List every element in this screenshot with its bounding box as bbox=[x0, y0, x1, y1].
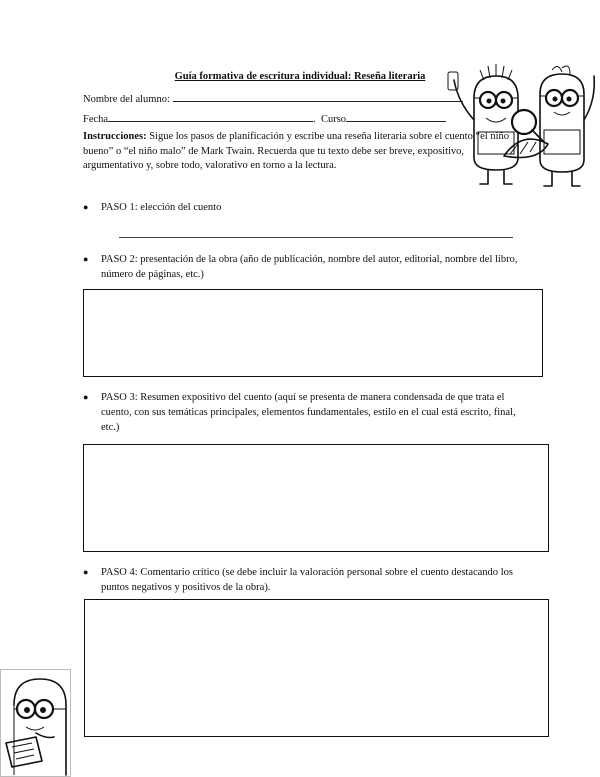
step-4 bbox=[83, 565, 513, 595]
minions-illustration-icon bbox=[436, 60, 600, 192]
step-2-bullet: ● bbox=[83, 254, 89, 264]
step-1-bullet: ● bbox=[83, 202, 89, 212]
step-4-bullet: ● bbox=[83, 567, 89, 577]
step-4-text: PASO 4: Comentario crítico (se debe incluir la valoración personal sobre el cuento destacando los puntos negativos y positivos de la obra). bbox=[101, 567, 513, 593]
step-2-answer-box[interactable] bbox=[83, 289, 543, 377]
step-3-bullet: ● bbox=[83, 392, 89, 402]
step-3-text: PASO 3: Resumen expositivo del cuento (aquí se presenta de manera condensada de que trata el cuento, con sus temáticas principales, elementos fundamentales, estilo en el cual está escrito, final, etc.) bbox=[101, 392, 516, 433]
date-field[interactable] bbox=[108, 112, 313, 122]
step-2-text: PASO 2: presentación de la obra (año de publicación, nombre del autor, editorial, nombre del libro, número de páginas, etc.) bbox=[101, 254, 518, 280]
instructions-label: Instrucciones: bbox=[83, 131, 147, 142]
step-1-answer-line[interactable] bbox=[119, 237, 513, 238]
step-1-text: PASO 1: elección del cuento bbox=[101, 202, 222, 213]
instructions-text: Sigue los pasos de planificación y escribe una reseña literaria sobre el cuento “el niño bueno” o “el niño malo” de Mark Twain. Recuerda que tu texto debe ser breve, expositivo, argumentativo y, sobre todo, valorativo en torno a la lectura. bbox=[83, 131, 510, 171]
date-end: . bbox=[313, 114, 316, 125]
step-3-answer-box[interactable] bbox=[83, 444, 549, 552]
student-name-field[interactable] bbox=[173, 92, 463, 102]
date-label: Fecha bbox=[83, 114, 109, 125]
document-title: Guía formativa de escritura individual: Reseña literaria bbox=[174, 71, 426, 82]
date-course-row bbox=[83, 112, 446, 125]
step-1 bbox=[83, 200, 521, 215]
course-field[interactable] bbox=[346, 112, 446, 122]
course-label: Curso bbox=[320, 114, 347, 125]
minion-reading-icon bbox=[0, 669, 72, 777]
step-3 bbox=[83, 390, 521, 435]
step-2 bbox=[83, 252, 521, 282]
step-4-answer-box[interactable] bbox=[84, 599, 549, 737]
student-name-row bbox=[83, 92, 463, 105]
student-name-label: Nombre del alumno: bbox=[83, 94, 170, 105]
